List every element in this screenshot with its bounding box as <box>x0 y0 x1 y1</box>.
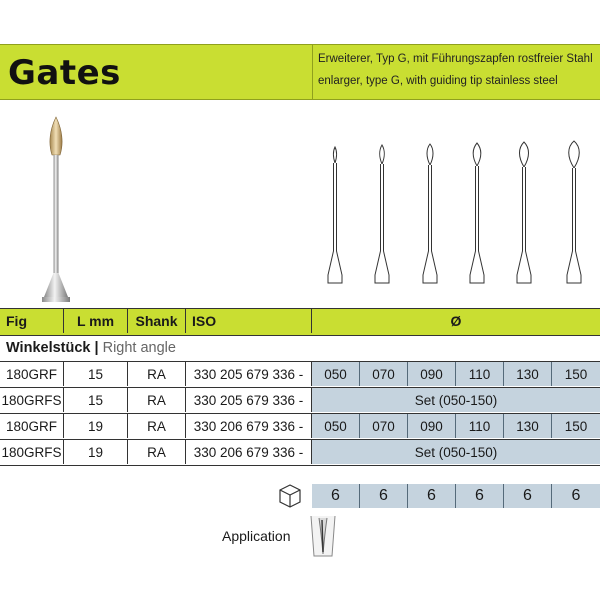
header-diameter: Ø <box>450 313 462 329</box>
cell-iso: 330 206 679 336 - <box>186 440 312 464</box>
size-cell: 130 <box>504 414 552 438</box>
table-row <box>0 414 600 440</box>
set-cell: Set (050-150) <box>312 388 600 412</box>
size-cell: 150 <box>552 414 600 438</box>
size-cell: 050 <box>312 414 360 438</box>
cell-fig: 180GRF <box>0 362 64 386</box>
package-qty: 6 <box>456 484 504 508</box>
size-cell: 130 <box>504 362 552 386</box>
section-row <box>0 335 600 362</box>
header-divider <box>312 45 313 99</box>
drawing-size-130 <box>517 142 531 283</box>
cell-lmm: 15 <box>64 362 128 386</box>
application-label: Application <box>222 528 291 544</box>
drawing-size-110 <box>470 143 484 283</box>
cell-fig: 180GRF <box>0 414 64 438</box>
size-cell: 070 <box>360 362 408 386</box>
size-cell: 150 <box>552 362 600 386</box>
size-cell: 110 <box>456 362 504 386</box>
cell-iso: 330 205 679 336 - <box>186 388 312 412</box>
cell-lmm: 19 <box>64 414 128 438</box>
package-qty: 6 <box>408 484 456 508</box>
drawing-size-150 <box>567 141 581 283</box>
cell-iso: 330 205 679 336 - <box>186 362 312 386</box>
header-fig: Fig <box>0 309 64 333</box>
description-german: Erweiterer, Typ G, mit Führungszapfen rostfreier Stahl <box>318 53 593 65</box>
section-separator: | <box>94 340 99 356</box>
header-iso: ISO <box>186 309 312 333</box>
header-shank: Shank <box>128 309 186 333</box>
header-lmm: L mm <box>64 309 128 333</box>
cell-fig: 180GRFS <box>0 388 64 412</box>
root-canal-icon <box>308 514 338 558</box>
box-icon <box>276 480 304 508</box>
table-row <box>0 440 600 466</box>
package-row <box>312 484 600 508</box>
illustration-area <box>0 99 600 306</box>
size-cell: 090 <box>408 414 456 438</box>
set-cell: Set (050-150) <box>312 440 600 464</box>
drawing-size-070 <box>375 145 389 283</box>
section-label-de: Winkelstück <box>6 340 91 356</box>
product-title: Gates <box>8 53 121 93</box>
cell-shank: RA <box>128 440 186 464</box>
cell-iso: 330 206 679 336 - <box>186 414 312 438</box>
package-qty: 6 <box>552 484 600 508</box>
package-qty: 6 <box>312 484 360 508</box>
drawing-size-090 <box>423 144 437 283</box>
instrument-photo <box>26 113 86 303</box>
table-row <box>0 362 600 388</box>
drawing-size-050 <box>328 147 342 283</box>
cell-shank: RA <box>128 362 186 386</box>
cell-shank: RA <box>128 414 186 438</box>
cell-lmm: 15 <box>64 388 128 412</box>
size-cell: 050 <box>312 362 360 386</box>
cell-fig: 180GRFS <box>0 440 64 464</box>
package-qty: 6 <box>504 484 552 508</box>
table-header <box>0 308 600 336</box>
size-cell: 110 <box>456 414 504 438</box>
section-label <box>6 340 176 356</box>
cell-lmm: 19 <box>64 440 128 464</box>
cell-shank: RA <box>128 388 186 412</box>
size-cell: 070 <box>360 414 408 438</box>
header-band <box>0 44 600 100</box>
instrument-drawings <box>312 99 600 306</box>
table-row <box>0 388 600 414</box>
package-qty: 6 <box>360 484 408 508</box>
size-cell: 090 <box>408 362 456 386</box>
section-label-en: Right angle <box>102 340 176 356</box>
description-english: enlarger, type G, with guiding tip stainless steel <box>318 75 558 87</box>
